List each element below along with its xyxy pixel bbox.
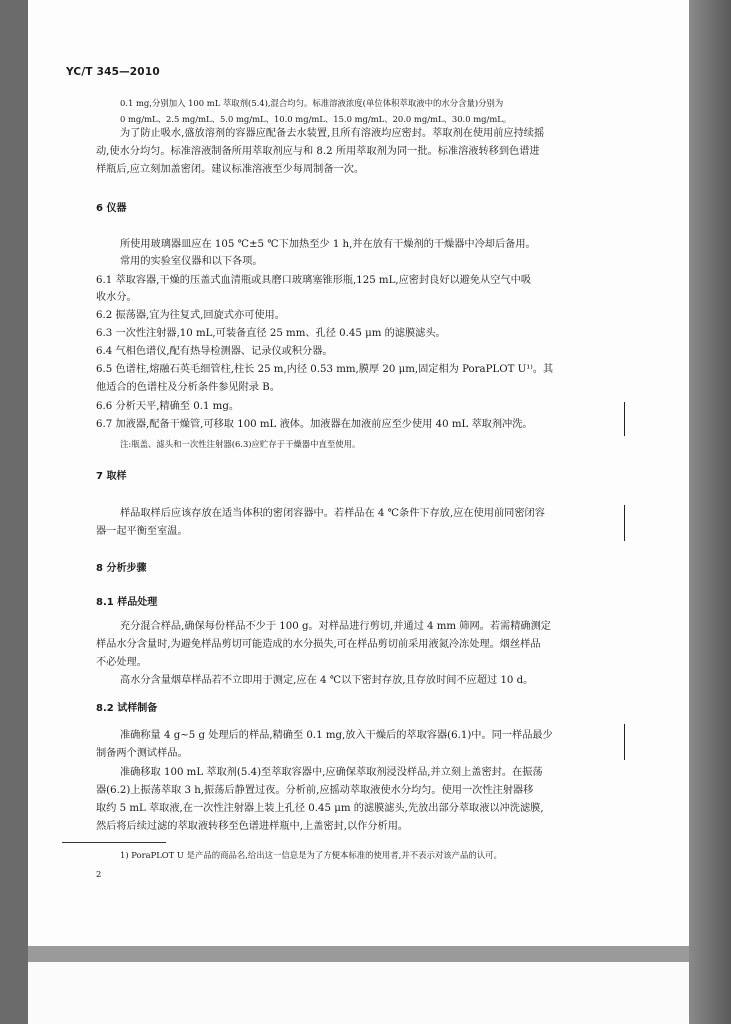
text-line: 制备两个测试样品。	[96, 748, 188, 759]
text-line: 高水分含量烟草样品若不立即用于测定,应在 4 ℃以下密封存放,且存放时间不应超过 10 d。	[120, 675, 534, 686]
text-line: 样品水分含量时,为避免样品剪切可能造成的水分损失,可在样品剪切前采用液氮冷冻处理。烟丝样品	[96, 639, 541, 650]
document-code: YC/T 345—2010	[66, 66, 160, 78]
section-heading: 8 分析步骤	[96, 563, 147, 574]
text-line: 器一起平衡至室温。	[96, 526, 188, 537]
page-number: 2	[96, 869, 102, 879]
subsection-heading: 8.2 试样制备	[96, 703, 158, 714]
section-heading: 7 取样	[96, 471, 127, 482]
text-line: 取约 5 mL 萃取液,在一次性注射器上装上孔径 0.45 μm 的滤膜滤头,先放出部分萃取液以冲洗滤膜,	[96, 803, 544, 814]
text-line: 准确称量 4 g~5 g 处理后的样品,精确至 0.1 mg,放入干燥后的萃取容器(6.1)中。同一样品最少	[120, 730, 553, 741]
text-line: 6.1 萃取容器,干燥的压盖式血清瓶或具磨口玻璃塞锥形瓶,125 mL,应密封良好以避免从空气中吸	[96, 275, 532, 286]
change-bar	[624, 505, 625, 541]
text-line: 6.6 分析天平,精确至 0.1 mg。	[96, 401, 240, 412]
change-bar	[624, 402, 625, 436]
text-line: 样品取样后应该存放在适当体积的密闭容器中。若样品在 4 ℃条件下存放,应在使用前同密闭容	[120, 508, 545, 519]
text-line: 所使用玻璃器皿应在 105 ℃±5 ℃下加热至少 1 h,并在放有干燥剂的干燥器中冷却后备用。	[120, 239, 536, 250]
text-line: 6.2 振荡器,宜为往复式,回旋式亦可使用。	[96, 310, 285, 321]
text-line: 6.5 色谱柱,熔融石英毛细管柱,柱长 25 m,内径 0.53 mm,膜厚 20 μm,固定相为 PoraPLOT U¹⁾。其	[96, 364, 554, 375]
text-line: 动,使水分均匀。标准溶液制备所用萃取剂应与和 8.2 所用萃取剂为同一批。标准溶液转移到色谱进	[96, 146, 540, 157]
note-line: 注:瓶盖、滤头和一次性注射器(6.3)应贮存于干燥器中直至使用。	[120, 439, 361, 449]
viewer-edge	[689, 0, 731, 1024]
text-line: 常用的实验室仪器和以下各项。	[120, 256, 263, 267]
footnote-rule	[62, 842, 166, 843]
text-line: 器(6.2)上振荡萃取 3 h,振荡后静置过夜。分析前,应摇动萃取液使水分均匀。使用一次性注射器移	[96, 785, 534, 796]
text-line: 他适合的色谱柱及分析条件参见附录 B。	[96, 382, 280, 393]
text-line: 6.7 加液器,配备干燥管,可移取 100 mL 液体。加液器在加液前应至少使用 40 mL 萃取剂冲洗。	[96, 419, 533, 430]
section-heading: 6 仪器	[96, 203, 127, 214]
page-gap	[28, 946, 689, 962]
text-line: 准确移取 100 mL 萃取剂(5.4)至萃取容器中,应确保萃取剂浸没样品,并立刻上盖密封。在振荡	[120, 767, 543, 778]
text-line: 不必处理。	[96, 657, 147, 668]
text-line: 0 mg/mL、2.5 mg/mL、5.0 mg/mL、10.0 mg/mL、15.0 mg/mL、20.0 mg/mL、30.0 mg/mL。	[120, 114, 512, 124]
change-bar	[624, 724, 625, 760]
text-line: 充分混合样品,确保每份样品不少于 100 g。对样品进行剪切,并通过 4 mm 筛网。若需精确测定	[120, 621, 551, 632]
footnote: 1) PoraPLOT U 是产品的商品名,给出这一信息是为了方便本标准的使用者,并不表示对该产品的认可。	[120, 850, 502, 860]
subsection-heading: 8.1 样品处理	[96, 597, 158, 608]
text-line: 为了防止吸水,盛放溶剂的容器应配备去水装置,且所有溶液均应密封。萃取剂在使用前应持续摇	[120, 128, 545, 139]
text-line: 6.3 一次性注射器,10 mL,可装备直径 25 mm、孔径 0.45 μm 的滤膜滤头。	[96, 328, 446, 339]
text-line: 然后将后续过滤的萃取液转移至色谱进样瓶中,上盖密封,以作分析用。	[96, 821, 409, 832]
text-line: 6.4 气相色谱仪,配有热导检测器、记录仪或积分器。	[96, 346, 333, 357]
next-page	[28, 962, 689, 1024]
text-line: 样瓶后,应立刻加盖密闭。建议标准溶液至少每周制备一次。	[96, 164, 365, 175]
text-line: 收水分。	[96, 292, 137, 303]
text-line: 0.1 mg,分别加入 100 mL 萃取剂(5.4),混合均匀。标准溶液浓度(单位体积萃取液中的水分含量)分别为	[120, 98, 504, 108]
